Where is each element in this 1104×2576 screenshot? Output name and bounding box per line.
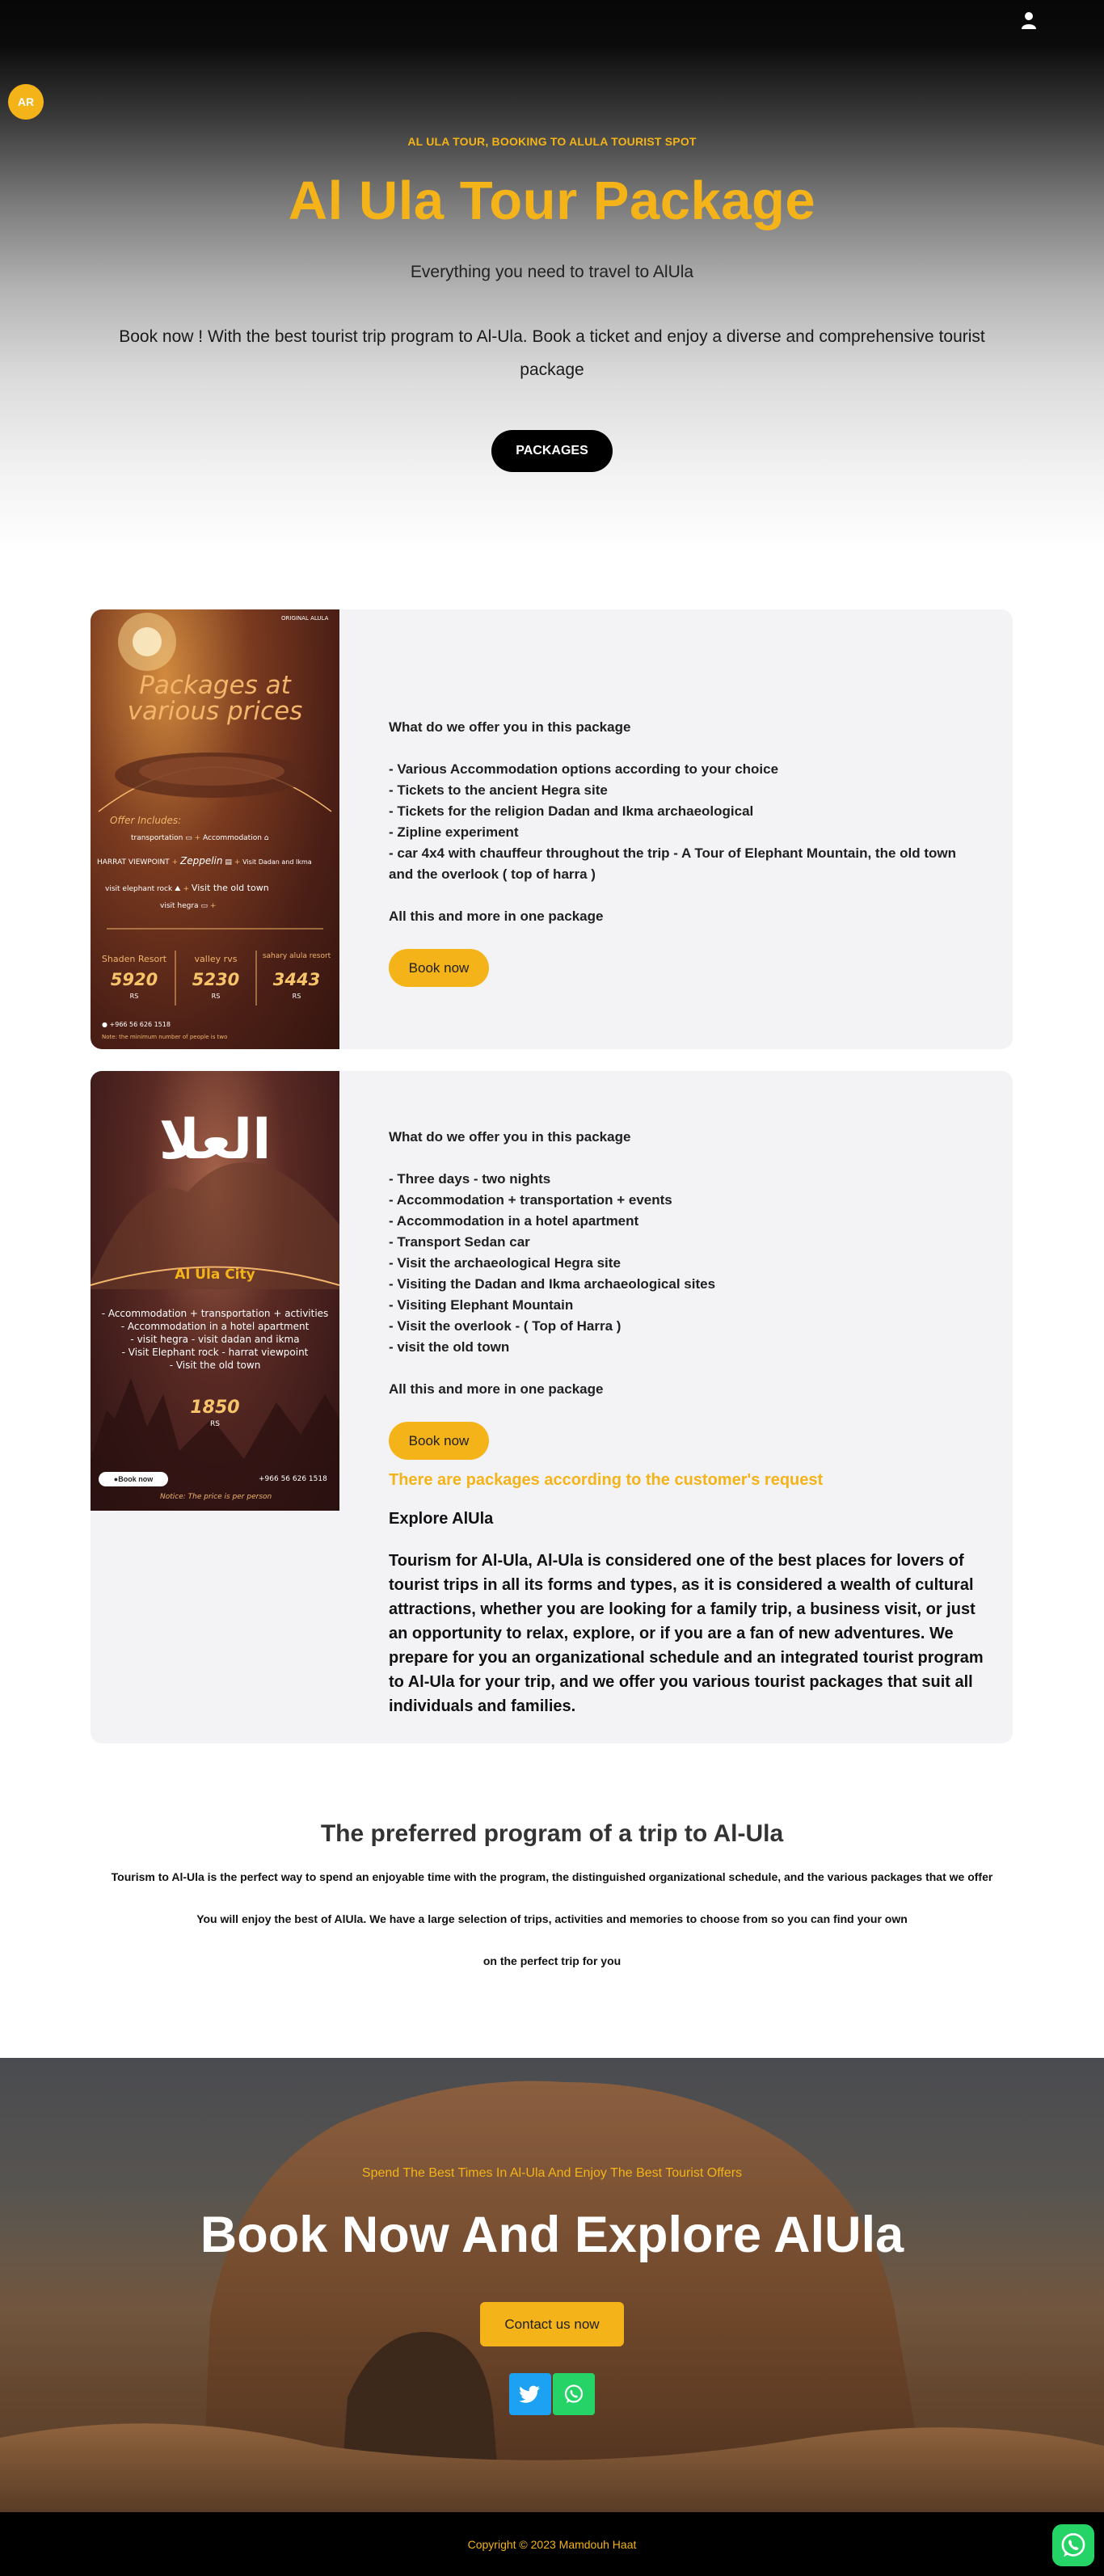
packages-button[interactable]: PACKAGES (491, 430, 613, 472)
price-value-2: 5230 (192, 970, 240, 989)
package-2-details (389, 1127, 984, 1718)
preferred-title: The preferred program of a trip to Al-Ula (320, 1820, 784, 1847)
hero-section (0, 0, 1104, 558)
poster-phone-2: +966 56 626 1518 (259, 1475, 327, 1483)
price-value-3: 3443 (272, 970, 321, 989)
price-name-2: valley rvs (194, 954, 238, 964)
package-1-outro: All this and more in one package (389, 909, 604, 924)
package-1-book-button[interactable]: Book now (389, 949, 489, 987)
book-section-title: Book Now And Explore AlUla (200, 2207, 904, 2263)
price-currency-2: RS (211, 993, 221, 1000)
language-switch-button[interactable]: AR (8, 84, 44, 120)
price-currency-1: RS (129, 993, 139, 1000)
poster-note: Note: the minimum number of people is two (102, 1034, 228, 1040)
poster-arabic-logo: العلا (158, 1108, 272, 1172)
package-2-poster (91, 1071, 339, 1511)
footer (0, 2512, 1104, 2576)
poster-offer-title: Offer Includes: (110, 815, 182, 826)
hero-subtitle: Everything you need to travel to AlUla (410, 263, 694, 281)
poster-note-2: Notice: The price is per person (160, 1493, 272, 1501)
price-name-1: Shaden Resort (101, 954, 167, 964)
elephant-rock-backdrop (0, 2058, 1104, 2512)
page-title: Al Ula Tour Package (288, 171, 816, 231)
poster-headline: Packages at various prices (127, 671, 303, 726)
preferred-line-3: on the perfect trip for you (482, 1954, 622, 1967)
whatsapp-floating-button[interactable] (1052, 2524, 1094, 2566)
package-card-1 (91, 609, 1013, 1049)
poster-row-3: visit elephant rock ⛰ + Visit the old town (105, 883, 269, 893)
poster-phone: ● +966 56 626 1518 (102, 1021, 171, 1028)
book-section-eyebrow: Spend The Best Times In Al-Ula And Enjoy The Best Tourist Offers (361, 2166, 743, 2180)
poster-row-2: HARRAT VIEWPOINT + Zeppelin ▤ + Visit Dadan and Ikma (97, 855, 312, 866)
poster-brand: ORIGINAL ALULA (281, 615, 329, 622)
explore-text: Tourism for Al-Ula, Al-Ula is considered one of the best places for lovers of tourist trips in all its forms and types, as it is considered a wealth of cultural attractions, whether you are looking for a family trip, a business visit, or just an opportunity to relax, explore, or if you are a fan of new adventures. We prepare for you an organizational schedule and an integrated tourist program to Al-Ula for your trip, and we offer you various tourist packages that suit all individuals and families. (389, 1552, 984, 1715)
copyright-text: Copyright © 2023 Mamdouh Haat (467, 2538, 637, 2551)
package-2-outro: All this and more in one package (389, 1381, 604, 1397)
poster-lines: - Accommodation + transportation + activities - Accommodation in a hotel apartment - visit hegra - visit dadan and ikma - Visit Elephant rock - harrat viewpoint - Visit the old town (101, 1308, 329, 1371)
twitter-icon[interactable] (509, 2373, 551, 2415)
package-2-book-button[interactable]: Book now (389, 1422, 489, 1460)
package-2-intro: What do we offer you in this package (389, 1129, 631, 1145)
package-1-items: - Various Accommodation options according to your choice - Tickets to the ancient Hegra site - Tickets for the religion Dadan and Ikma archaeological - Zipline experiment - car 4x4 with chauffeur throughout the trip - A Tour of Elephant Mountain, the old town and the overlook ( top of harra ) (389, 761, 956, 882)
package-1-intro: What do we offer you in this package (389, 719, 631, 735)
preferred-line-1: Tourism to Al-Ula is the perfect way to spend an enjoyable time with the program, the distinguished organizational schedule, and the various packages that we offer (111, 1870, 993, 1883)
package-1-details (389, 717, 984, 987)
package-1-poster (91, 609, 339, 1049)
preferred-line-2: You will enjoy the best of AlUla. We have a large selection of trips, activities and memories to choose from so you can find your own (196, 1912, 908, 1925)
poster-row-1: transportation ▭ + Accommodation ⌂ (131, 834, 269, 842)
contact-us-button[interactable]: Contact us now (480, 2302, 624, 2346)
price-value-1: 5920 (110, 970, 158, 989)
explore-title: Explore AlUla (389, 1510, 494, 1528)
poster-city: Al Ula City (175, 1267, 255, 1283)
whatsapp-icon[interactable] (553, 2373, 595, 2415)
hero-description: Book now ! With the best tourist trip program to Al-Ula. Book a ticket and enjoy a diverse and comprehensive tourist package (119, 327, 985, 379)
price-currency-3: RS (292, 993, 301, 1000)
book-now-section (0, 2058, 1104, 2512)
price-name-3: sahary alula resort (262, 952, 331, 960)
package-2-items: - Three days - two nights - Accommodation + transportation + events - Accommodation in a hotel apartment - Transport Sedan car - Visit the archaeological Hegra site - Visiting the Dadan and Ikma archaeological sites - Visiting Elephant Mountain - Visit the overlook - ( Top of Harra ) - visit the old town (389, 1171, 716, 1355)
poster-currency: RS (210, 1420, 220, 1428)
poster-row-4: visit hegra ▭ + (160, 902, 217, 910)
hero-eyebrow: AL ULA TOUR, BOOKING TO ALULA TOURIST SPOT (407, 135, 697, 148)
poster-book-badge: ● Book now (99, 1472, 168, 1486)
custom-packages-note: There are packages according to the customer's request (389, 1471, 824, 1489)
package-card-2 (91, 1071, 1013, 1743)
poster-price: 1850 (190, 1398, 240, 1418)
user-account-icon[interactable] (1020, 10, 1038, 31)
